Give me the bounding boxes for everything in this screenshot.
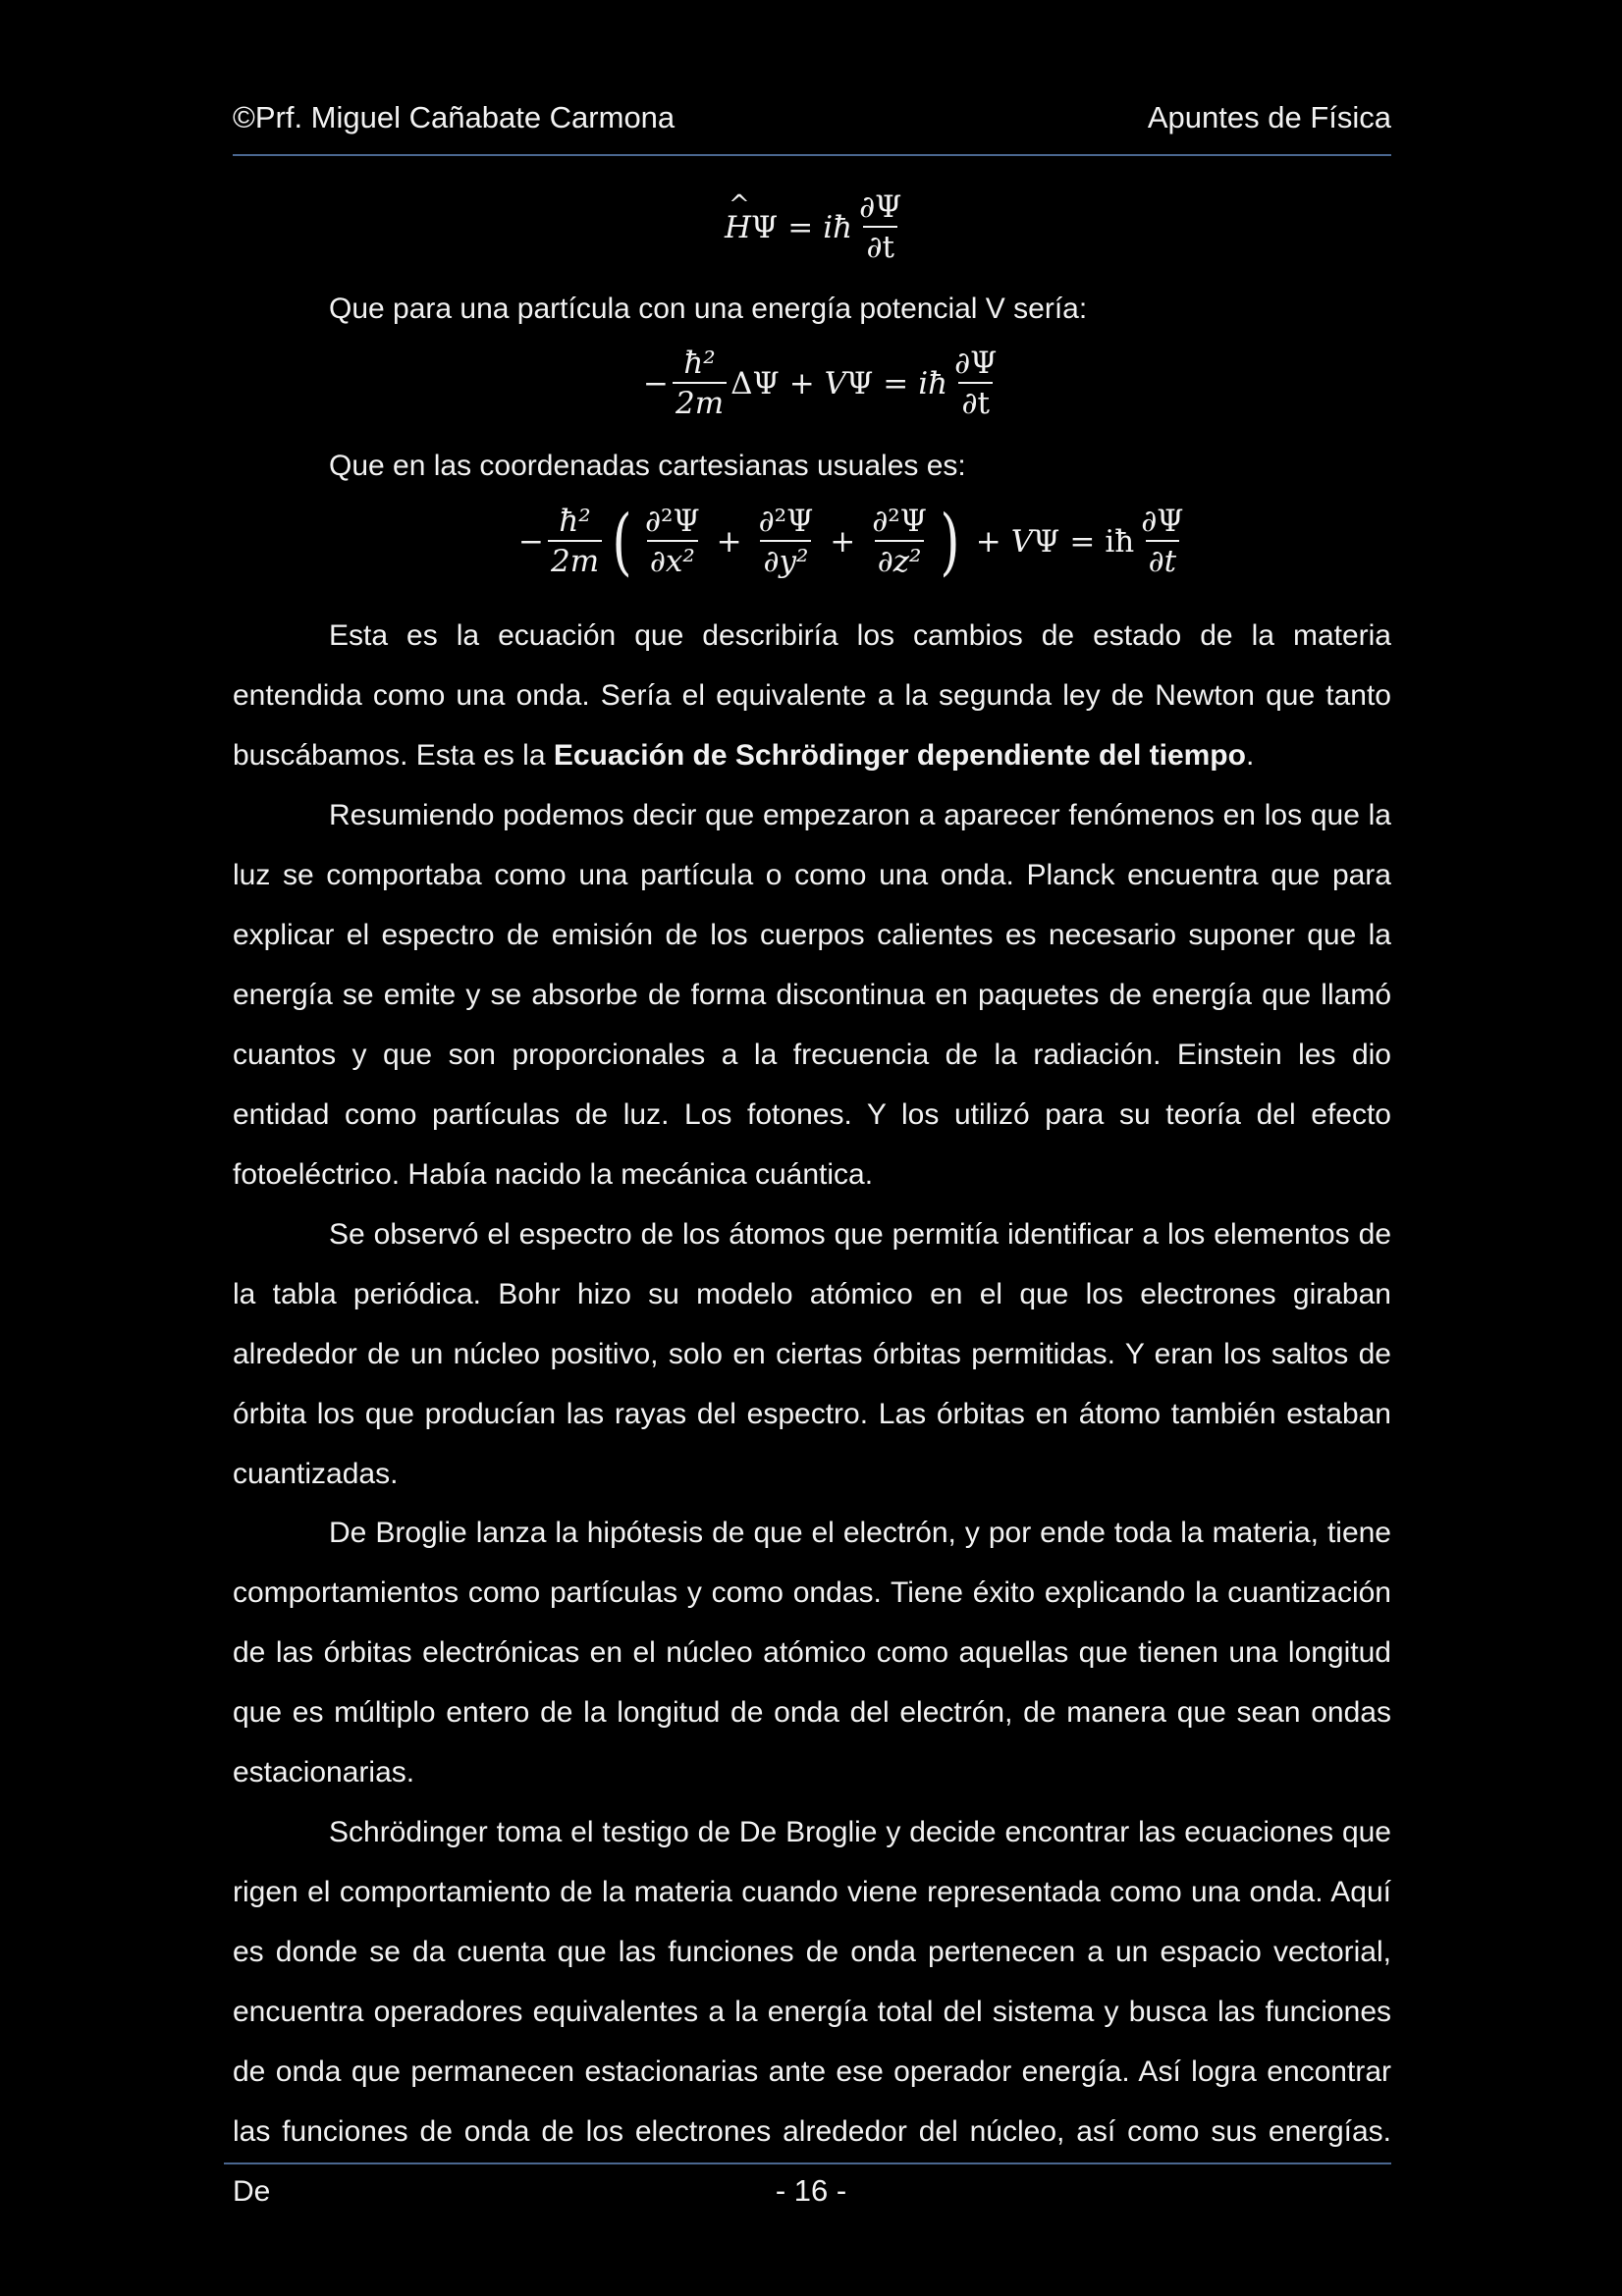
i-hbar: iħ xyxy=(918,366,948,401)
page-header xyxy=(233,96,1391,139)
footer-rule xyxy=(224,2163,1391,2164)
psi-symbol: Ψ xyxy=(846,366,874,401)
fraction-denominator: ∂t xyxy=(958,382,993,421)
plus-sign: + xyxy=(716,524,742,560)
paragraph-end: . xyxy=(1245,739,1255,772)
plus-sign: + xyxy=(788,366,815,401)
paragraph-schrodinger: Schrödinger toma el testigo de De Broglie y decide encontrar las ecuaciones que rigen el comportamiento de la materia cuando viene representada como una onda. Aquí es donde se da cuenta que las funciones de onda pertenecen a un espacio vectorial, encuentra operadores equivalentes a la energía total del sistema y busca las funciones de onda que permanecen estacionarias ante ese operador energía. Así logra encontrar las funciones de onda de los electrones alrededor del núcleo, así como sus energías. De xyxy=(233,1816,1391,2208)
laplacian-psi: ΔΨ xyxy=(730,366,780,401)
second-derivative-y xyxy=(756,505,817,579)
fraction-denominator: ∂x² xyxy=(647,540,698,579)
potential-symbol: V xyxy=(1010,524,1034,560)
fraction-numerator: ħ² xyxy=(683,346,716,381)
header-title: Apuntes de Física xyxy=(1147,100,1391,134)
header-author: ©Prf. Miguel Cañabate Carmona xyxy=(233,100,676,134)
i-hbar: iħ xyxy=(823,210,853,245)
i-hbar: iħ xyxy=(1105,524,1135,560)
time-derivative-fraction xyxy=(856,190,904,265)
header-rule xyxy=(233,154,1391,156)
equation-name-bold: Ecuación de Schrödinger dependiente del tiempo xyxy=(553,739,1246,772)
equals-sign: = xyxy=(883,366,909,401)
fraction-denominator: 2m xyxy=(548,540,602,579)
paragraph-equation-meaning xyxy=(233,606,1391,785)
second-derivative-x xyxy=(642,505,703,579)
fraction-numerator: ∂Ψ xyxy=(859,189,902,225)
fraction-denominator: ∂t xyxy=(1146,540,1180,579)
intro-potential: Que para una partícula con una energía potencial V sería: xyxy=(329,293,1088,325)
time-derivative-fraction xyxy=(951,347,1000,421)
equals-sign: = xyxy=(1069,524,1096,560)
fraction-denominator: 2m xyxy=(673,382,727,421)
fraction-denominator: ∂z² xyxy=(875,540,925,579)
second-derivative-z xyxy=(869,505,930,579)
intro-cartesian: Que en las coordenadas cartesianas usuales es: xyxy=(329,450,966,482)
fraction-numerator: ∂²Ψ xyxy=(644,504,700,539)
kinetic-fraction xyxy=(548,505,602,579)
fraction-numerator: ∂²Ψ xyxy=(872,504,927,539)
kinetic-fraction xyxy=(673,347,727,421)
fraction-denominator: ∂y² xyxy=(760,540,811,579)
equals-sign: = xyxy=(787,210,814,245)
hamiltonian-symbol: ^ H xyxy=(725,210,751,245)
plus-sign: + xyxy=(830,524,856,560)
fraction-numerator: ∂²Ψ xyxy=(758,504,814,539)
fraction-numerator: ħ² xyxy=(559,504,591,539)
potential-symbol: V xyxy=(824,366,847,401)
paragraph-bohr-model: Se observó el espectro de los átomos que permitía identificar a los elementos de la tabla periódica. Bohr hizo su modelo atómico en el que los electrones giraban alrededor de un núcleo positivo, solo en ciertas órbitas permitidas. Y eran los saltos de órbita los que producían las rayas del espectro. Las órbitas en átomo también estaban cuantizadas. xyxy=(233,1218,1391,1490)
plus-sign: + xyxy=(975,524,1001,560)
minus-sign: − xyxy=(643,366,669,401)
time-derivative-fraction xyxy=(1138,505,1186,579)
paragraph-text: Esta es la ecuación que describiría los cambios de estado de la materia entendida como una onda. Sería el equivalente a la segunda ley de Newton que tanto buscábamos. Esta es la xyxy=(233,619,1391,772)
psi-symbol: Ψ xyxy=(751,210,779,245)
equation-schrodinger-potential xyxy=(643,347,1003,421)
fraction-numerator: ∂Ψ xyxy=(954,346,998,381)
paragraph-de-broglie: De Broglie lanza la hipótesis de que el electrón, y por ende toda la materia, tiene comportamientos como partículas y como ondas. Tiene éxito explicando la cuantización de las órbitas electrónicas en el núcleo atómico como aquellas que tienen una longitud que es múltiplo entero de la longitud de onda del electrón, de manera que sean ondas estacionarias. xyxy=(233,1517,1391,1789)
page-number: - 16 - xyxy=(775,2173,847,2208)
fraction-numerator: ∂Ψ xyxy=(1141,504,1184,539)
left-parenthesis: ( xyxy=(612,500,632,584)
equation-schrodinger-cartesian xyxy=(518,500,1190,584)
equation-schrodinger-operator xyxy=(725,190,908,265)
minus-sign: − xyxy=(518,524,544,560)
fraction-denominator: ∂t xyxy=(863,226,897,265)
paragraph-summary-quantum: Resumiendo podemos decir que empezaron a aparecer fenómenos en los que la luz se comportaba como una partícula o como una onda. Planck encuentra que para explicar el espectro de emisión de los cuerpos calientes es necesario suponer que la energía se emite y se absorbe de forma discontinua en paquetes de energía que llamó cuantos y que son proporcionales a la frecuencia de la radiación. Einstein les dio entidad como partículas de luz. Los fotones. Y los utilizó para su teoría del efecto fotoeléctrico. Había nacido la mecánica cuántica. xyxy=(233,799,1391,1191)
right-parenthesis: ) xyxy=(940,500,960,584)
psi-symbol: Ψ xyxy=(1033,524,1060,560)
